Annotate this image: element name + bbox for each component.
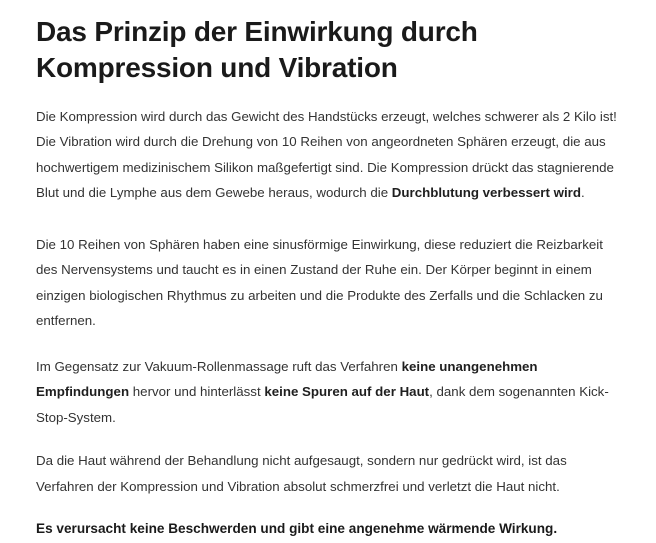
closing-statement: Es verursacht keine Beschwerden und gibt eine angenehme wärmende Wirkung.	[36, 521, 558, 537]
paragraph-4	[36, 448, 626, 499]
paragraph-1	[36, 104, 626, 206]
body-text: Da die Haut während der Behandlung nicht aufgesaugt, sondern nur gedrückt wird, ist das Verfahren der Kompression und Vibration absolut schmerzfrei und verletzt die Haut nicht.	[36, 453, 567, 494]
paragraph-3	[36, 354, 626, 431]
emphasis-text: Durchblutung verbessert wird	[391, 185, 581, 201]
body-text: hervor und hinterlässt	[129, 384, 265, 400]
body-text: Die 10 Reihen von Sphären haben eine sinusförmige Einwirkung, diese reduziert die Reizbarkeit des Nervensystems und taucht es in einen Zustand der Ruhe ein. Der Körper beginnt in einem einzigen biologischen Rhythmus zu arbeiten und die Produkte des Zerfalls und die Schlacken zu entfernen.	[36, 236, 603, 329]
page-title: Das Prinzip der Einwirkung durch Kompression und Vibration	[36, 16, 478, 83]
body-text: Im Gegensatz zur Vakuum-Rollenmassage ruft das Verfahren	[36, 358, 402, 374]
paragraph-2	[36, 232, 626, 334]
emphasis-text: keine Spuren auf der Haut	[264, 384, 430, 400]
body-text: , dank dem sogenannten Kick-Stop-System.	[36, 384, 609, 425]
emphasis-text: keine unangenehmen Empfindungen	[36, 358, 538, 400]
body-text: Die Kompression wird durch das Gewicht des Handstücks erzeugt, welches schwerer als 2 Kilo ist! Die Vibration wird durch die Drehung von 10 Reihen von angeordneten Sphären erzeugt, die aus hochwertigem medizinischem Silikon maßgefertigt sind. Die Kompression drückt das stagnierende Blut und die Lymphe aus dem Gewebe heraus, wodurch die	[36, 108, 617, 201]
body-text: .	[580, 185, 585, 201]
